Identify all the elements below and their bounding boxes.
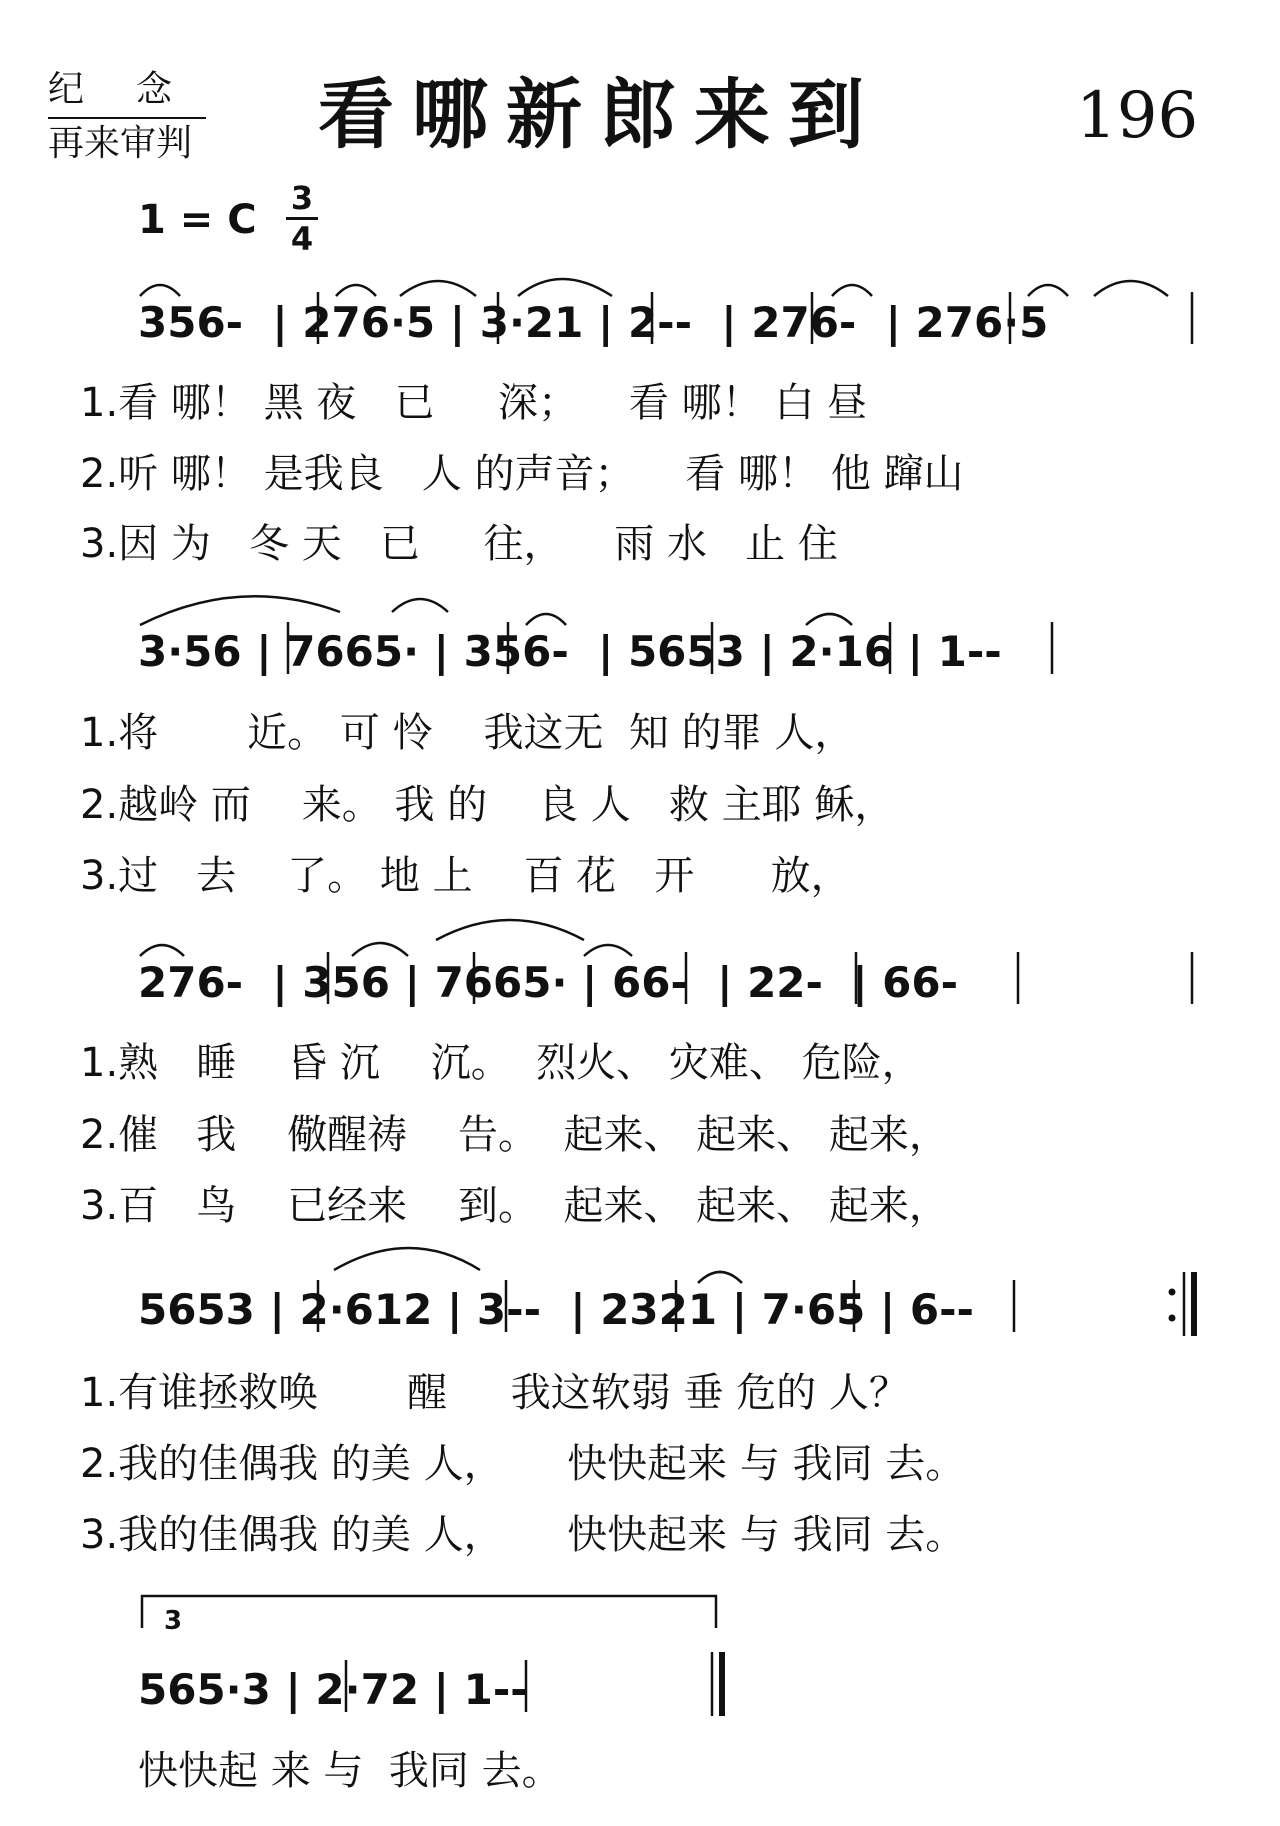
slur [336, 285, 376, 296]
slur [140, 945, 184, 956]
slur [832, 285, 872, 296]
category-top: 纪念 [48, 69, 225, 110]
notation-line-1: 356- | 276·5 | 3·21 | 2-- | 276- | 276·5 [138, 298, 1049, 347]
hymn-title: 看哪新郎来到 [318, 70, 882, 159]
hymn-number: 196 [1076, 79, 1199, 153]
lyric-verse-1-line-4: 1.有谁拯救唤 醒 我这软弱 垂 危的 人？ [80, 1370, 909, 1416]
lyric-verse-1-line-1: 1.看 哪！ 黑 夜 已 深； 看 哪！ 白 昼 [80, 380, 868, 426]
slur [400, 281, 476, 296]
slur [352, 943, 408, 956]
slur [140, 596, 340, 625]
repeat-sign [1169, 1272, 1195, 1336]
key-signature: 1 = C [138, 197, 257, 243]
notation-line-2: 3·56 | 7665· | 356- | 5653 | 2·16 | 1-- [138, 627, 1002, 676]
slur [140, 285, 180, 296]
slur [436, 920, 584, 940]
slur [806, 614, 852, 625]
lyric-verse-3-line-1: 3.因 为 冬 天 已 往， 雨 水 止 住 [80, 521, 838, 567]
lyric-verse-2-line-2: 2.越岭 而 来。 我 的 良 人 救 主耶 稣， [80, 782, 895, 828]
lyric-verse-3-line-2: 3.过 去 了。 地 上 百 花 开 放， [80, 853, 851, 899]
notation-line-4: 5653 | 2·612 | 3-- | 2321 | 7·65 | 6-- [138, 1285, 974, 1334]
final-bar-line [712, 1652, 722, 1716]
notation-line-3: 276- | 356 | 7665· | 66- | 22- | 66- [138, 958, 959, 1007]
category-bottom: 再来审判 [48, 123, 193, 164]
volta-bracket [142, 1596, 716, 1628]
slur [1094, 281, 1168, 296]
lyric-verse-3-line-4: 3.我的佳偶我 的美 人， 快快起来 与 我同 去。 [80, 1512, 966, 1558]
volta-number: 3 [164, 1606, 183, 1636]
slur [334, 1248, 480, 1270]
lyric-verse-2-line-3: 2.催 我 儆醒祷 告。 起来、 起来、 起来， [80, 1112, 949, 1158]
lyric-verse-2-line-4: 2.我的佳偶我 的美 人， 快快起来 与 我同 去。 [80, 1441, 966, 1487]
lyric-verse-2-line-1: 2.听 哪！ 是我良 人 的声音； 看 哪！ 他 蹿山 [80, 451, 964, 497]
slur [392, 599, 448, 612]
time-signature-bottom: 4 [290, 220, 314, 258]
lyric-coda: 快快起 来 与 我同 去。 [138, 1748, 562, 1794]
notation-coda: 565·3 | 2·72 | 1-- [138, 1665, 528, 1714]
lyric-verse-3-line-3: 3.百 鸟 已经来 到。 起来、 起来、 起来， [80, 1183, 949, 1229]
slur [526, 614, 566, 625]
slur [584, 945, 632, 956]
lyric-verse-1-line-3: 1.熟 睡 昏 沉 沉。 烈火、 灾难、 危险， [80, 1040, 922, 1086]
slur [1028, 285, 1068, 296]
time-signature-top: 3 [290, 179, 314, 217]
lyric-verse-1-line-2: 1.将 近。 可 怜 我这无 知 的罪 人， [80, 710, 855, 756]
slur [698, 1272, 742, 1283]
slur [518, 279, 612, 296]
